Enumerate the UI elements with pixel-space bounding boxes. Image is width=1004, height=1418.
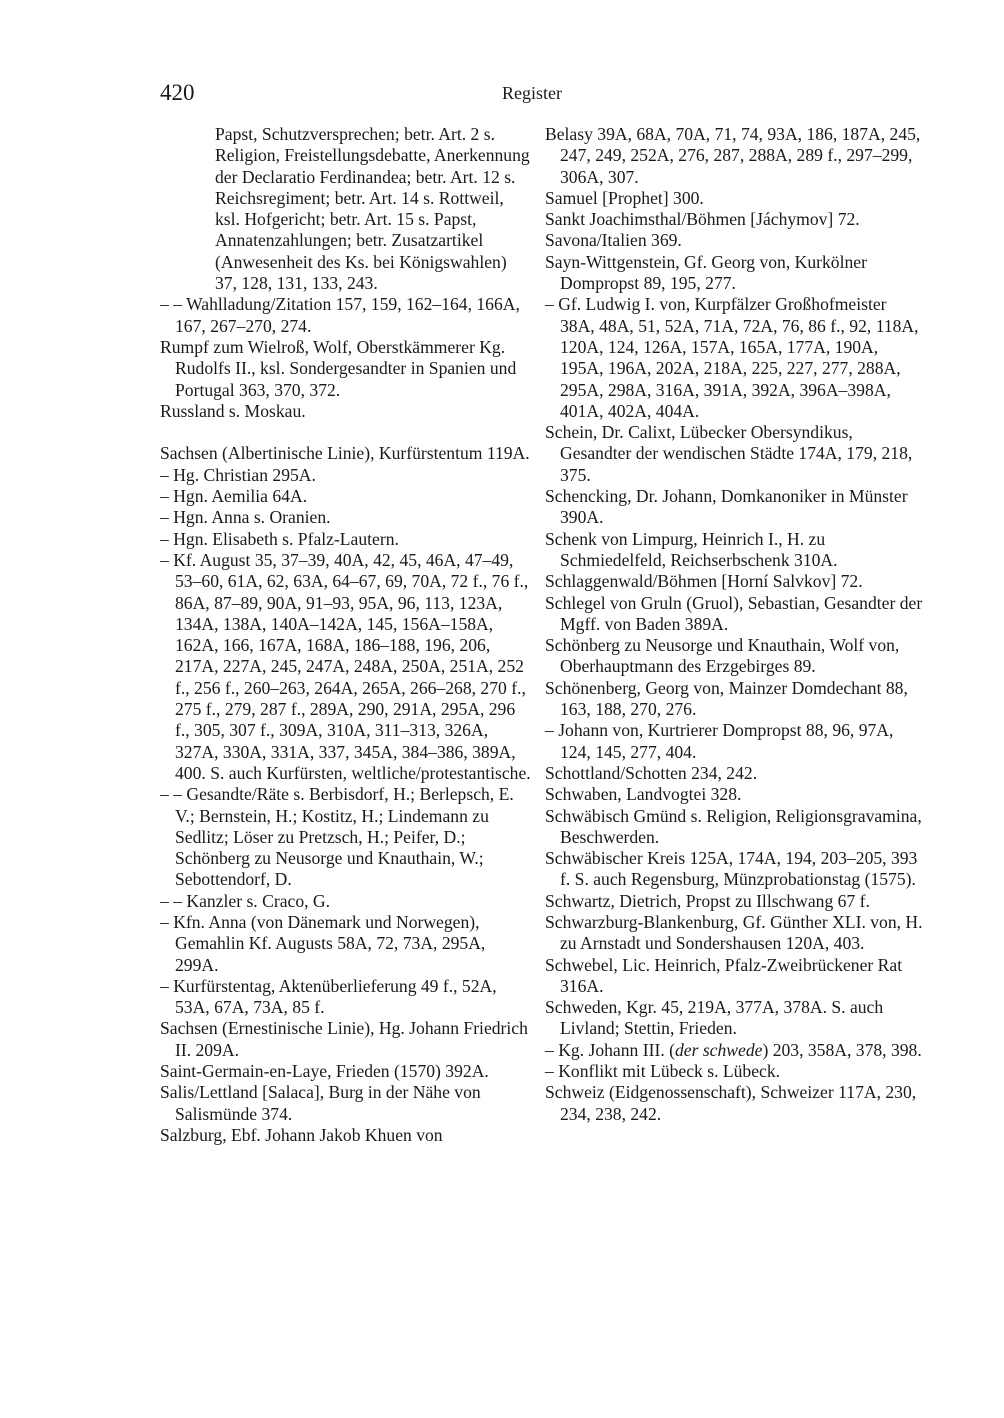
entry-text: ) 203, 358A, 378, 398. [762,1039,922,1060]
page-number: 420 [160,80,195,105]
index-entry: – Hgn. Elisabeth s. Pfalz-Lautern. [160,528,399,549]
index-entry: Sayn-Wittgenstein, Gf. Georg von, Kurkölner Dompropst 89, 195, 277. [545,251,867,294]
index-entry: – – Wahlladung/Zitation 157, 159, 162–164, 166A, 167, 267–270, 274. [160,294,520,336]
index-entry: – Kf. August 35, 37–39, 40A, 42, 45, 46A, 47–49, 53–60, 61A, 62, 63A, 64–67, 69, 70A, 72 f., 76 f., 86A, 87–89, 90A, 91–93, 95A, 96, 113, 123A, 134A, 138A, 140A–142A, 145, 156A–158A, 162A, 166, 167A, 168A, 186–188, 196, 206, 217A, 227A, 245, 247A, 248A, 250A, 251A, 252 f., 256 f., 260–263, 264A, 265A, 266–268, 270 f., 275 f., 279, 287 f., 289A, 290, 291A, 295A, 296 f., 305, 307 f., 309A, 310A, 311–313, 326A, 327A, 330A, 331A, 337, 345A, 384–386, 389A, 400. S. auch Kurfürsten, weltliche/protestantische. [160,549,531,783]
index-entry: Sankt Joachimsthal/Böhmen [Jáchymov] 72. [545,209,860,230]
italic-term: der schwede [674,1039,763,1060]
index-entry: Schwebel, Lic. Heinrich, Pfalz-Zweibrückener Rat 316A. [545,954,903,996]
index-entry: – Kfn. Anna (von Dänemark und Norwegen), Gemahlin Kf. Augusts 58A, 72, 73A, 295A, 299A. [160,911,486,975]
entry-text: – Kg. Johann III. ( [545,1039,675,1060]
index-entry: Salis/Lettland [Salaca], Burg in der Nähe von Salismünde 374. [160,1082,481,1124]
index-entry: Salzburg, Ebf. Johann Jakob Khuen von [160,1124,443,1145]
index-entry: Schein, Dr. Calixt, Lübecker Obersyndikus, Gesandter der wendischen Städte 174A, 179, 218, 375. [545,422,913,485]
index-entry: Schenk von Limpurg, Heinrich I., H. zu Schmiedelfeld, Reichserbschenk 310A. [545,528,838,570]
index-column-right [545,124,925,1125]
index-entry: Schlaggenwald/Böhmen [Horní Salvkov] 72. [545,571,863,592]
index-entry: Papst, Schutzversprechen; betr. Art. 2 s. Religion, Freistellungsdebatte, Anerkennung der Declaratio Ferdinandea; betr. Art. 12 s. Reichsregiment; betr. Art. 14 s. Rottweil, ksl. Hofgericht; betr. Art. 15 s. Papst, Annatenzahlungen; betr. Zusatzartikel (Anwesenheit des Ks. bei Königswahlen) 37, 128, 131, 133, 243. [215,124,530,294]
index-entry: – Hg. Christian 295A. [160,464,316,485]
index-entry: Schwäbischer Kreis 125A, 174A, 194, 203–205, 393 f. S. auch Regensburg, Münzprobationstag (1575). [545,848,918,890]
index-entry: – Hgn. Aemilia 64A. [160,486,308,507]
index-entry: – Konflikt mit Lübeck s. Lübeck. [545,1061,781,1082]
index-entry: Schwäbisch Gmünd s. Religion, Religionsgravamina, Beschwerden. [545,805,922,847]
index-entry: Schottland/Schotten 234, 242. [545,762,758,783]
index-entry: Saint-Germain-en-Laye, Frieden (1570) 392A. [160,1061,489,1082]
index-entry: Savona/Italien 369. [545,230,682,251]
index-entry: – Johann von, Kurtrierer Dompropst 88, 96, 97A, 124, 145, 277, 404. [545,720,894,762]
index-entry: Schönenberg, Georg von, Mainzer Domdechant 88, 163, 188, 270, 276. [545,677,908,720]
index-entry: – Hgn. Anna s. Oranien. [160,507,331,528]
index-entry: Schwaben, Landvogtei 328. [545,784,742,805]
index-entry: – Kurfürstentag, Aktenüberlieferung 49 f., 52A, 53A, 67A, 73A, 85 f. [160,975,497,1018]
section-gap [160,422,532,443]
index-entry: Schwarzburg-Blankenburg, Gf. Günther XLI. von, H. zu Arnstadt und Sondershausen 120A, 403. [545,911,923,954]
index-entry: Russland s. Moskau. [160,400,306,421]
index-entry: Schlegel von Gruln (Gruol), Sebastian, Gesandter der Mgff. von Baden 389A. [545,592,923,634]
index-entry: Schweiz (Eidgenossenschaft), Schweizer 117A, 230, 234, 238, 242. [545,1082,917,1124]
index-entry: Sachsen (Albertinische Linie), Kurfürstentum 119A. [160,443,530,464]
index-entry: Schweden, Kgr. 45, 219A, 377A, 378A. S. auch Livland; Stettin, Frieden. [545,997,884,1039]
index-entry: Sachsen (Ernestinische Linie), Hg. Johann Friedrich II. 209A. [160,1018,528,1060]
index-entry: Schencking, Dr. Johann, Domkanoniker in Münster 390A. [545,486,908,528]
index-entry: Belasy 39A, 68A, 70A, 71, 74, 93A, 186, 187A, 245, 247, 249, 252A, 276, 287, 288A, 289 f., 297–299, 306A, 307. [545,124,921,187]
index-entry: – – Gesandte/Räte s. Berbisdorf, H.; Berlepsch, E. V.; Bernstein, H.; Kostitz, H.; Lindemann zu Sedlitz; Löser zu Pretzsch, H.; Peifer, D.; Schönberg zu Neusorge und Knauthain, W.; Sebottendorf, D. [160,784,514,890]
index-entry: Schönberg zu Neusorge und Knauthain, Wolf von, Oberhauptmann des Erzgebirges 89. [545,635,900,677]
index-entry: – – Kanzler s. Craco, G. [160,890,331,911]
index-entry: Schwartz, Dietrich, Propst zu Illschwang 67 f. [545,890,870,911]
running-head: Register [502,83,562,103]
index-entry: Rumpf zum Wielroß, Wolf, Oberstkämmerer Kg. Rudolfs II., ksl. Sondergesandter in Spanien und Portugal 363, 370, 372. [160,336,517,400]
index-column-left [160,124,532,1146]
index-entry: Samuel [Prophet] 300. [545,187,704,208]
index-entry [545,1040,925,1061]
index-entry: – Gf. Ludwig I. von, Kurpfälzer Großhofmeister 38A, 48A, 51, 52A, 71A, 72A, 76, 86 f., 92, 118A, 120A, 124, 126A, 157A, 165A, 177A, 190A, 195A, 196A, 202A, 218A, 225, 227, 277, 288A, 295A, 298A, 316A, 391A, 392A, 396A–398A, 401A, 402A, 404A. [545,294,919,421]
